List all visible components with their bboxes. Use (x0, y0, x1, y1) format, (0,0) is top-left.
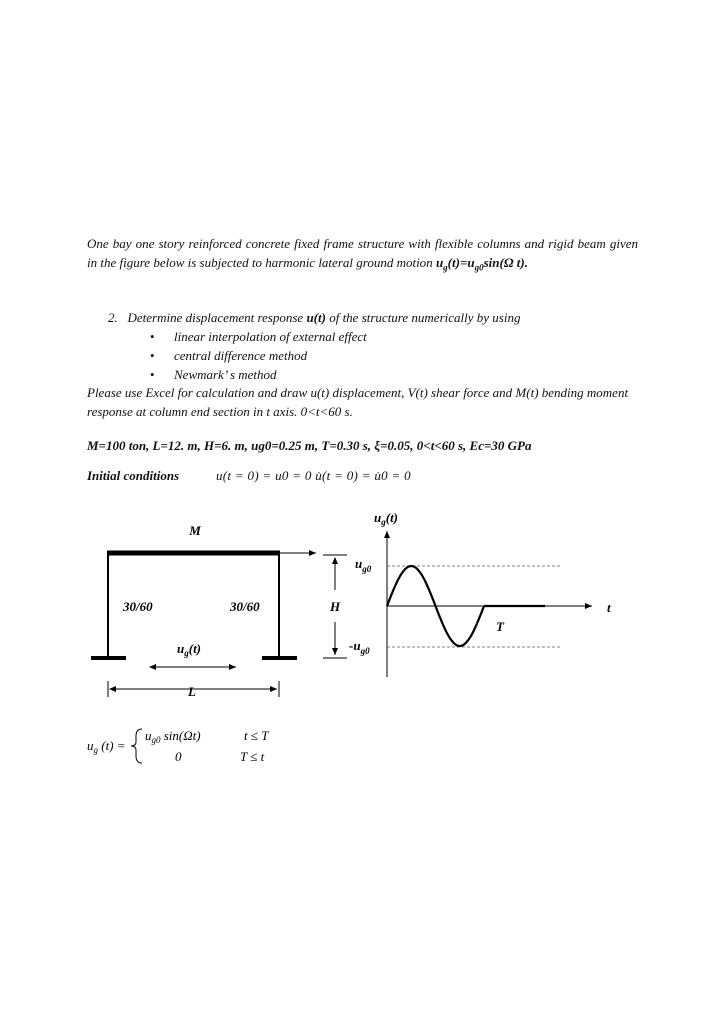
piecewise-brace (131, 729, 142, 763)
case2-cond: T ≤ t (240, 749, 265, 764)
initial-conditions-label: Initial conditions (87, 468, 180, 483)
time-axis-label: t (607, 600, 611, 615)
method-item: • Newmark’ s method (150, 365, 367, 384)
intro-formula: $u_g(t)=u_{g0}\sin(\Omega$ t). (435, 255, 528, 273)
right-column-label: 30/60 (230, 599, 260, 614)
height-label: H (329, 599, 341, 614)
piecewise-lhs: $u_g$ (t) = (87, 738, 126, 755)
excel-instructions: Please use Excel for calculation and draw u(t) displacement, V(t) shear force and M(t) bending moment response at column end section in t axis. 0<t<60 s. (87, 385, 629, 419)
case1-expr: $u_{g0}$ sin(Ωt) (145, 728, 201, 745)
method-item: • linear interpolation of external effect (150, 327, 367, 346)
piecewise-definition (87, 728, 269, 764)
span-label: L (188, 684, 196, 699)
case2-expr: 0 (175, 749, 182, 764)
parameters: M=100 ton, L=12. m, H=6. m, ug0=0.25 m, T=0.30 s, ξ=0.05, 0<t<60 s, Ec=30 GPa (87, 438, 532, 453)
task-text-before: Determine displacement response (127, 310, 304, 325)
lower-level-label: $-u_{g0}$ (349, 638, 370, 656)
ground-motion-label: $u_g(t)$ (177, 641, 202, 658)
left-column-label: 30/60 (123, 599, 153, 614)
ground-motion-plot (349, 510, 611, 677)
initial-conditions-equation: u(t = 0) = u0 = 0 u̇(t = 0) = u̇0 = 0 (216, 468, 411, 483)
task-text-after: of the structure numerically by using (329, 310, 521, 325)
plot-y-label: $u_g(t)$ (374, 510, 399, 527)
task-number: 2. (108, 310, 118, 325)
method-item: • central difference method (150, 346, 367, 365)
upper-level-label: $u_{g0}$ (355, 556, 372, 574)
mass-label: M (189, 523, 201, 538)
task-var: u(t) (306, 310, 326, 325)
intro-text: One bay one story reinforced concrete fixed frame structure with flexible columns and rigid beam given in the figure below is subjected to harmonic lateral ground motion (87, 236, 638, 270)
period-label: T (496, 619, 504, 634)
case1-cond: t ≤ T (244, 728, 269, 743)
frame-diagram (91, 523, 347, 699)
